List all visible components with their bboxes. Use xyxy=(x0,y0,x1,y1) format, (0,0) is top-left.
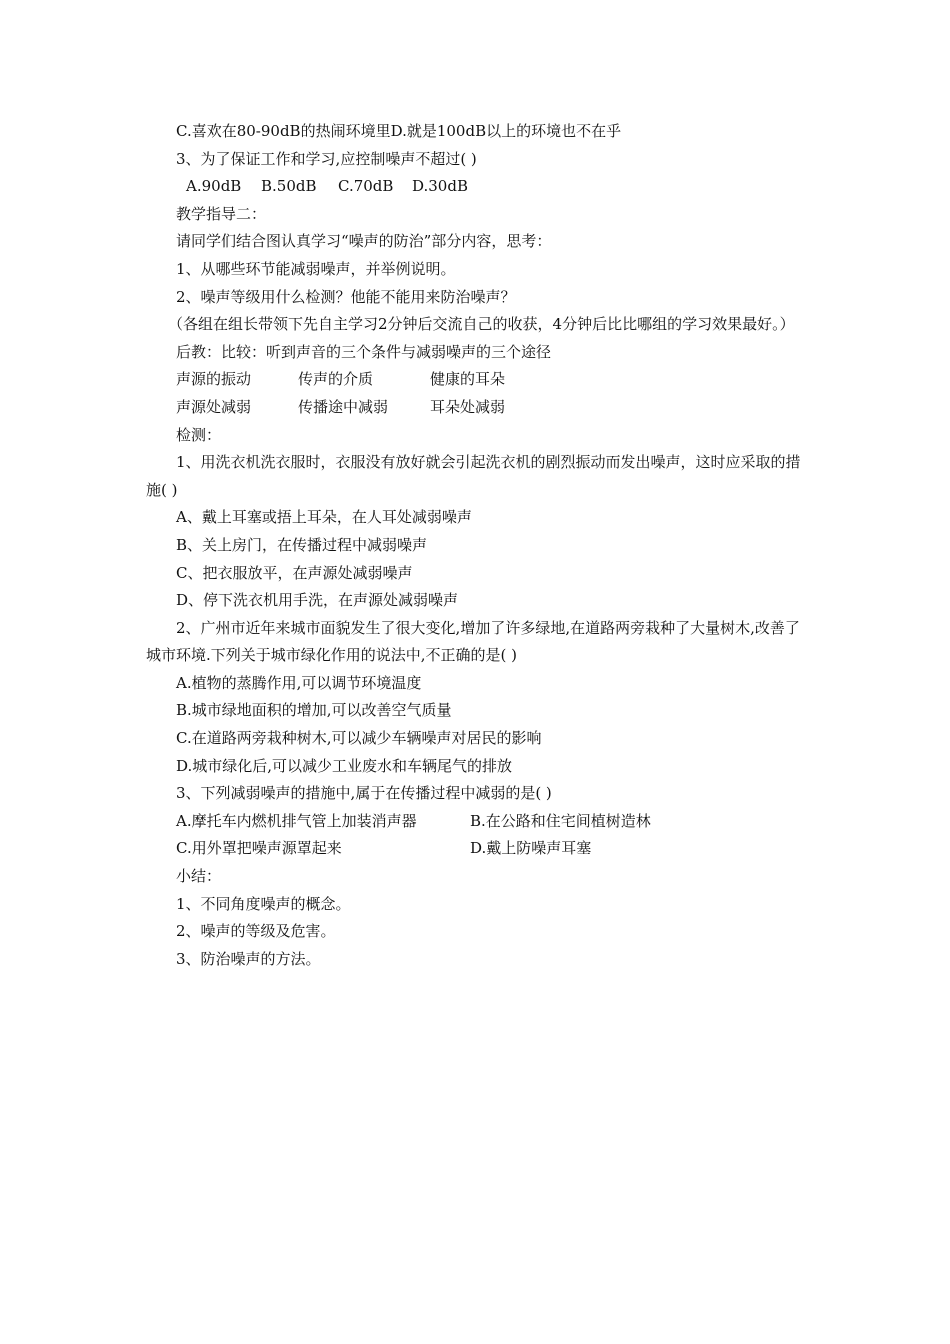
q3-option-b: B.50dB xyxy=(261,177,317,196)
q3-stem: 3、为了保证工作和学习,应控制噪声不超过( ) xyxy=(176,149,477,168)
guide2-intro: 请同学们结合图认真学习“噪声的防治”部分内容，思考： xyxy=(176,232,552,251)
test2-option-c: C.在道路两旁栽种树木,可以减少车辆噪声对居民的影响 xyxy=(176,729,542,748)
test3-option-a: A.摩托车内燃机排气管上加装消声器 xyxy=(176,811,417,830)
test1-option-d: D、停下洗衣机用手洗，在声源处减弱噪声 xyxy=(176,591,459,610)
noise-reduction-ways-row xyxy=(146,394,810,422)
guide2-note: （各组在组长带领下先自主学习2分钟后交流自己的收获，4分钟后比比哪组的学习效果最好。） xyxy=(168,315,795,334)
q3-option-d: D.30dB xyxy=(412,177,468,196)
test3-stem: 3、下列减弱噪声的措施中,属于在传播过程中减弱的是( ) xyxy=(176,784,552,803)
test1-option-a: A、戴上耳塞或捂上耳朵，在人耳处减弱噪声 xyxy=(176,508,472,527)
hearing-conditions-row xyxy=(146,366,810,394)
q2-option-cd: C.喜欢在80-90dB的热闹环境里D.就是100dB以上的环境也不在乎 xyxy=(176,122,622,140)
q3-option-c: C.70dB xyxy=(338,177,394,196)
test3-options-ab xyxy=(146,808,810,836)
condition-medium: 传声的介质 xyxy=(298,370,374,389)
test3-option-b: B.在公路和住宅间植树造林 xyxy=(470,811,651,830)
test2-stem: 2、广州市近年来城市面貌发生了很大变化,增加了许多绿地,在道路两旁栽种了大量树木,改善了城市环境.下列关于城市绿化作用的说法中,不正确的是( ) xyxy=(146,618,800,665)
condition-ear: 健康的耳朵 xyxy=(430,370,506,389)
test-title: 检测： xyxy=(176,425,222,444)
test2-option-b: B.城市绿地面积的增加,可以改善空气质量 xyxy=(176,701,452,720)
document-body xyxy=(146,118,810,973)
summary-title: 小结： xyxy=(176,867,222,886)
summary-item-2: 2、噪声的等级及危害。 xyxy=(176,922,336,941)
test1-option-b: B、关上房门，在传播过程中减弱噪声 xyxy=(176,535,428,554)
summary-item-3: 3、防治噪声的方法。 xyxy=(176,949,321,968)
guide2-question-2: 2、噪声等级用什么检测？他能不能用来防治噪声？ xyxy=(176,287,516,306)
way-source: 声源处减弱 xyxy=(176,397,252,416)
condition-source: 声源的振动 xyxy=(176,370,252,389)
way-path: 传播途中减弱 xyxy=(298,397,389,416)
post-teach-comparison: 后教：比较：听到声音的三个条件与减弱噪声的三个途径 xyxy=(176,342,552,361)
test2-option-a: A.植物的蒸腾作用,可以调节环境温度 xyxy=(176,673,422,692)
test1-stem: 1、用洗衣机洗衣服时，衣服没有放好就会引起洗衣机的剧烈振动而发出噪声，这时应采取的措施( ) xyxy=(146,453,801,499)
test1-option-c: C、把衣服放平，在声源处减弱噪声 xyxy=(176,563,413,582)
q3-options xyxy=(146,173,810,201)
test2-option-d: D.城市绿化后,可以减少工业废水和车辆尾气的排放 xyxy=(176,756,513,775)
test3-option-d: D.戴上防噪声耳塞 xyxy=(470,839,592,858)
test3-option-c: C.用外罩把噪声源罩起来 xyxy=(176,839,342,858)
summary-item-1: 1、不同角度噪声的概念。 xyxy=(176,894,351,913)
way-ear: 耳朵处减弱 xyxy=(430,397,506,416)
q3-option-a: A.90dB xyxy=(186,177,242,196)
test3-options-cd xyxy=(146,835,810,863)
guide2-question-1: 1、从哪些环节能减弱噪声，并举例说明。 xyxy=(176,259,456,278)
guide2-title: 教学指导二： xyxy=(176,204,267,223)
